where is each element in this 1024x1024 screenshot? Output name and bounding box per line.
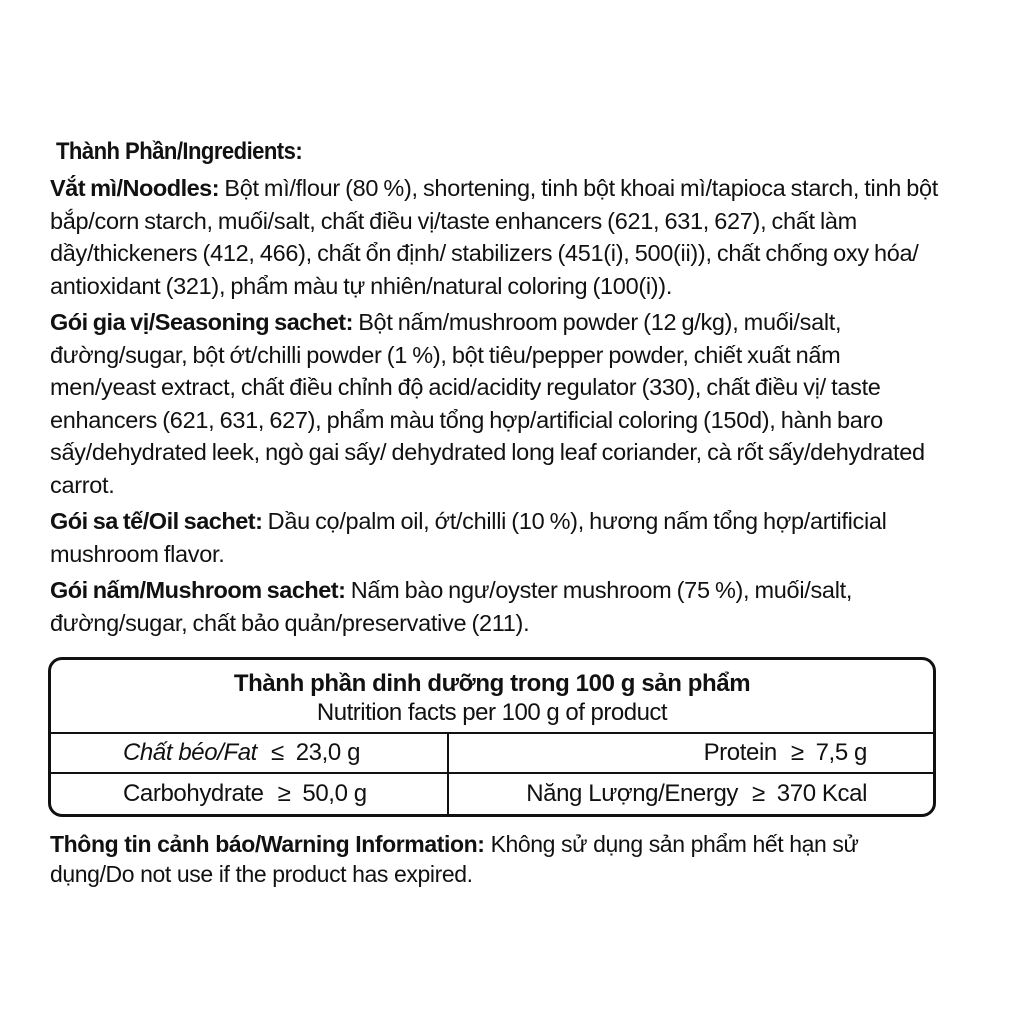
protein-label: Protein xyxy=(703,739,777,766)
nutrition-row xyxy=(51,774,933,814)
carbohydrate-symbol: ≥ xyxy=(277,780,291,807)
nutrition-row xyxy=(51,734,933,774)
nutrition-header xyxy=(51,660,933,734)
warning-text: Không sử dụng sản phẩm hết hạn sử dụng/Do not use if the product has expired. xyxy=(50,831,859,887)
seasoning-title: Gói gia vị/Seasoning sachet: xyxy=(50,309,353,335)
oil-section xyxy=(50,505,946,570)
energy-cell xyxy=(449,774,933,814)
nutrition-title-en: Nutrition facts per 100 g of product xyxy=(316,699,668,726)
fat-cell xyxy=(51,734,449,772)
protein-value: 7,5 g xyxy=(815,739,867,766)
protein-cell xyxy=(449,734,933,772)
ingredients-heading: Thành Phần/Ingredients: xyxy=(56,138,303,165)
noodles-section xyxy=(50,172,946,302)
noodles-title: Vắt mì/Noodles: xyxy=(50,175,220,201)
protein-symbol: ≥ xyxy=(790,739,804,766)
carbohydrate-label: Carbohydrate xyxy=(123,780,264,807)
oil-text: Dầu cọ/palm oil, ớt/chilli (10 %), hương nấm tổng hợp/artificial mushroom flavor. xyxy=(50,508,887,567)
nutrition-title-vi: Thành phần dinh dưỡng trong 100 g sản phẩm xyxy=(233,670,751,697)
warning-section xyxy=(50,829,930,889)
fat-label: Chất béo/Fat xyxy=(123,739,257,766)
mushroom-section xyxy=(50,574,946,639)
noodles-text: Bột mì/flour (80 %), shortening, tinh bột khoai mì/tapioca starch, tinh bột bắp/corn starch, muối/salt, chất điều vị/taste enhancers (621, 631, 627), chất làm dầy/thickeners (412, 466), chất ổn định/ stabilizers (451(i), 500(ii)), chất chống oxy hóa/ antioxidant (321), phẩm màu tự nhiên/natural coloring (100(i)). xyxy=(50,175,938,299)
energy-symbol: ≥ xyxy=(752,780,765,807)
warning-title: Thông tin cảnh báo/Warning Information: xyxy=(50,831,485,857)
energy-value: 370 Kcal xyxy=(776,780,867,807)
product-label xyxy=(46,138,946,889)
fat-value: 23,0 g xyxy=(295,739,361,766)
mushroom-text: Nấm bào ngư/oyster mushroom (75 %), muối/salt, đường/sugar, chất bảo quản/preservative (211). xyxy=(50,577,853,636)
carbohydrate-cell xyxy=(51,774,449,814)
mushroom-title: Gói nấm/Mushroom sachet: xyxy=(50,577,346,603)
seasoning-text: Bột nấm/mushroom powder (12 g/kg), muối/salt, đường/sugar, bột ớt/chilli powder (1 %), bột tiêu/pepper powder, chiết xuất nấm men/yeast extract, chất điều chỉnh độ acid/acidity regulator (330), chất điều vị/ taste enhancers (621, 631, 627), phẩm màu tổng hợp/artificial coloring (150d), hành baro sấy/dehydrated leek, ngò gai sấy/ dehydrated long leaf coriander, cà rốt sấy/dehydrated carrot. xyxy=(50,309,925,498)
fat-symbol: ≤ xyxy=(270,739,284,766)
oil-title: Gói sa tế/Oil sachet: xyxy=(50,508,263,534)
carbohydrate-value: 50,0 g xyxy=(302,780,367,807)
seasoning-section xyxy=(50,306,946,501)
nutrition-table xyxy=(48,657,936,817)
energy-label: Năng Lượng/Energy xyxy=(526,780,739,807)
